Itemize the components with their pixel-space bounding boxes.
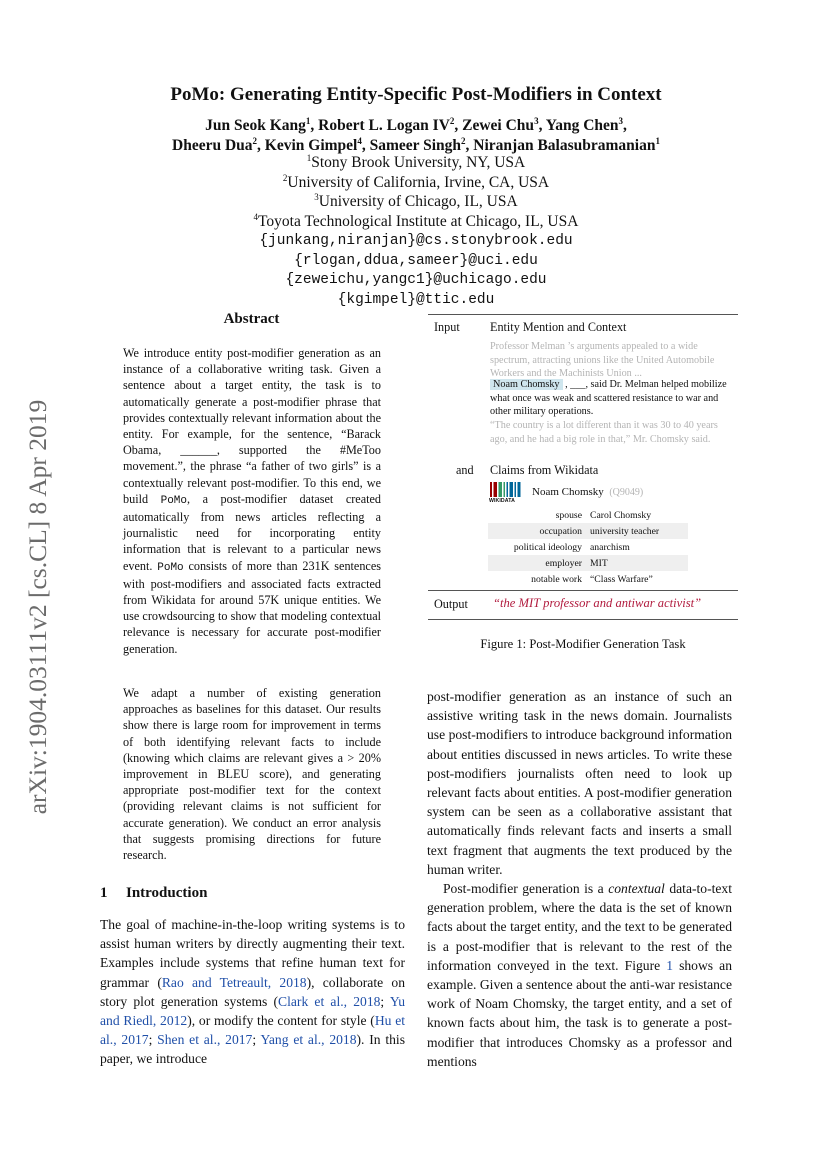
- author-name: Zewei Chu: [462, 117, 535, 134]
- affil-mark: 4: [253, 211, 259, 222]
- claim-property: employer: [488, 555, 586, 571]
- abstract-text: consists of more than 231K sentences with post-modifiers and associated facts extracted from Wikidata for around 57K unique entities. We use crowdsourcing to show that modeling contextual relevance is necessary for accurate post-modifier generation.: [123, 558, 381, 656]
- author-affil-mark: 4: [357, 136, 362, 146]
- claim-property: spouse: [555, 509, 582, 521]
- entity-name: [532, 486, 643, 498]
- email-list: [100, 232, 732, 310]
- citation-link[interactable]: Hu et al., 2017: [100, 1013, 406, 1048]
- output-label: Output: [434, 597, 468, 611]
- claim-row: [488, 539, 688, 555]
- affil-mark: 3: [314, 192, 319, 202]
- figure-rule-bottom: [428, 619, 738, 620]
- context-text: , ___, said Dr. Melman helped mobilize what once was weak and scattered resistance to war and other military operations.: [490, 379, 727, 418]
- emphasis: contextual: [608, 881, 665, 896]
- author-name: Kevin Gimpel: [264, 137, 358, 154]
- input-label: Input: [434, 320, 460, 334]
- affiliation: [100, 212, 732, 232]
- email: {kgimpel}@ttic.edu: [337, 291, 495, 308]
- context-after: “The country is a lot different than it was 30 to 40 years ago, and he had a big role in that,” Mr. Chomsky said.: [490, 420, 718, 445]
- dataset-name: PoMo: [160, 494, 188, 507]
- email: {junkang,niranjan}@cs.stonybrook.edu: [259, 233, 573, 249]
- context-before: Professor Melman ’s arguments appealed to a wide spectrum, attracting unions like the United Automobile Workers and the Machinists Union ...: [490, 341, 715, 380]
- entity-id: (Q9049): [609, 487, 644, 498]
- claim-property: occupation: [488, 523, 586, 539]
- entity-label: Noam Chomsky: [532, 486, 604, 498]
- claim-value: Carol Chomsky: [590, 509, 652, 521]
- context-main: [490, 378, 732, 419]
- author-affil-mark: 2: [252, 136, 258, 146]
- figure-caption: Figure 1: Post-Modifier Generation Task: [480, 637, 686, 651]
- author-name: Niranjan Balasubramanian: [473, 137, 656, 154]
- body-text: ;: [148, 1032, 158, 1048]
- output-text: “the MIT professor and antiwar activist”: [493, 596, 702, 610]
- body-text: Figure: [624, 957, 667, 973]
- claim-row: [488, 555, 688, 571]
- affil-text: University of Chicago, IL, USA: [318, 193, 518, 210]
- citation-link[interactable]: Rao and Tetreault, 2018: [161, 974, 307, 990]
- author-line-1: Jun Seok Kang$^1$, Robert L. Logan $IV^2$, Zewei Chu$^3$, Yang Chen$^3$,: [205, 116, 627, 134]
- arxiv-id: arXiv:1904.03111v2 [cs.CL] 8 Apr 2019: [23, 399, 52, 815]
- body-text: ;: [252, 1032, 261, 1048]
- abstract-text: We introduce entity post-modifier generation as an instance of a collaborative writing task. Given a sentence about a target entity, the task is to automatically generate a post-modifier phrase that provides contextually relevant information about the entity. For example, for the sentence, “Barack Obama, ______, supported the #MeToo movement.”, the phrase “a father of two girls” is a contextually relevant post-modifier. To this end, we build: [123, 346, 381, 506]
- affiliation: [100, 153, 732, 173]
- section-number: 1: [100, 885, 108, 901]
- affil-text: University of California, Irvine, CA, USA: [287, 173, 550, 191]
- figure-1: [428, 314, 738, 624]
- body-text: ), or modify the content for style (: [187, 1013, 375, 1029]
- wikidata-logo: [490, 482, 522, 506]
- author-affil-mark: 3: [534, 116, 539, 126]
- citation-link[interactable]: Shen et al., 2017: [157, 1032, 253, 1048]
- citation-link[interactable]: Clark et al., 2018: [278, 993, 381, 1009]
- claim-value: anarchism: [590, 541, 630, 553]
- author-line-2: Dheeru Dua$^2$, Kevin Gimpel$^4$, Sameer Singh$^2$, Niranjan Balasubramanian$^1$: [172, 136, 660, 154]
- entity-mention: Noam Chomsky: [490, 379, 563, 390]
- claim-value: MIT: [586, 555, 688, 571]
- affiliation: [100, 173, 732, 193]
- affiliation-list: [100, 153, 732, 231]
- affil-text: Toyota Technological Institute at Chicago, IL, USA: [258, 212, 579, 230]
- figure-ref-link[interactable]: 1: [666, 957, 674, 973]
- claim-row: [488, 571, 688, 587]
- author-name: Sameer Singh: [369, 137, 462, 154]
- body-text: The goal of machine-in-the-loop writing systems is to assist human writers by directly augmenting their text. Examples include systems that refine human text for grammar (: [100, 917, 405, 990]
- author-name: Dheeru Dua: [172, 137, 253, 154]
- author-affil-mark: 2: [461, 136, 466, 146]
- body-text: ;: [380, 993, 390, 1009]
- input-heading: Entity Mention and Context: [490, 320, 627, 334]
- citation-link[interactable]: Yu and Riedl, 2012: [100, 993, 405, 1029]
- author-affil-mark: 3: [618, 116, 624, 126]
- affil-mark: 1: [306, 153, 312, 163]
- claim-property: political ideology: [513, 541, 582, 553]
- arxiv-stamp: [18, 372, 58, 842]
- affiliation: [100, 192, 732, 212]
- claim-value: university teacher: [586, 523, 688, 539]
- claims-table: [488, 507, 688, 587]
- figure-rule-top: [428, 314, 738, 315]
- email: {rlogan,ddua,sameer}@uci.edu: [294, 252, 538, 269]
- author-list: [100, 116, 732, 156]
- claim-row: [488, 523, 688, 539]
- body-text: ). In this paper, we introduce: [100, 1032, 405, 1067]
- author-name: Yang Chen: [545, 117, 619, 134]
- abstract-text: , a post-modifier dataset created automatically from news articles reflecting a journalistic need for incorporating entity information that is relevant to a particular news event.: [123, 491, 382, 573]
- affil-text: Stony Brook University, NY, USA: [311, 154, 526, 171]
- body-text: ), collaborate on story plot generation systems (: [100, 974, 406, 1009]
- intro-paragraph-left: [100, 915, 405, 1069]
- dataset-name: PoMo: [157, 561, 184, 574]
- author-affil-mark: 1: [655, 136, 660, 146]
- author-affil-mark: 2: [449, 116, 455, 126]
- claims-heading: Claims from Wikidata: [490, 463, 599, 477]
- body-text: shows an example. Given a sentence about the anti-war resistance work of Noam Chomsky, the target entity, and a set of known facts about him, the task is to generate a post-modifier that introduces Chomsky as a professor and mentions: [427, 957, 732, 1069]
- wikidata-wordmark: WIKIDATA: [489, 498, 515, 504]
- body-text: data-to-text generation problem, where the data is the set of known facts about the target entity, and the text to be generated is a post-modifier that is relevant to the rest of the information conveyed in the text.: [427, 881, 732, 973]
- section-heading: [100, 885, 207, 902]
- figure-rule-mid: [428, 590, 738, 591]
- abstract-heading: Abstract: [223, 311, 280, 327]
- claim-row: [488, 507, 688, 523]
- intro-paragraph-right-2: [427, 879, 732, 1071]
- intro-paragraph-right-1: post-modifier generation as an instance of such an assistive writing task in the news domain. Journalists use post-modifiers to introduce background information about entities discussed in news articles. To write these post-modifiers journalists often need to look up relevant facts about entities. A post-modifier generation system can be seen as a collaborative assistant that automatically finds relevant facts and inserts a small text fragment that augments the text produced by the human writer.: [427, 689, 732, 877]
- claim-property: notable work: [531, 573, 582, 585]
- author-affil-mark: 1: [305, 116, 311, 126]
- paper-title: PoMo: Generating Entity-Specific Post-Modifiers in Context: [170, 84, 662, 105]
- email: {zeweichu,yangc1}@uchicago.edu: [285, 272, 547, 288]
- body-text: Post-modifier generation is a: [443, 881, 609, 896]
- affil-mark: 2: [282, 172, 288, 183]
- author-name: Robert L. Logan IV: [318, 117, 450, 134]
- section-title: Introduction: [126, 885, 208, 901]
- citation-link[interactable]: Yang et al., 2018: [260, 1032, 357, 1048]
- abstract-paragraph-2: We adapt a number of existing generation approaches as baselines for this dataset. Our results show there is large room for improvement in terms of both identifying relevant facts to include (knowing which claims are relevant gives a > 20% improvement in BLEU score), and generating appropriate post-modifier text for the context (providing relevant claims is not sufficient for accurate generation). We conduct an error analysis that suggests promising directions for future research.: [123, 686, 381, 863]
- abstract-paragraph-1: [123, 345, 381, 657]
- author-name: Jun Seok Kang: [205, 117, 306, 134]
- claim-value: “Class Warfare”: [590, 573, 653, 585]
- and-label: and: [456, 463, 474, 477]
